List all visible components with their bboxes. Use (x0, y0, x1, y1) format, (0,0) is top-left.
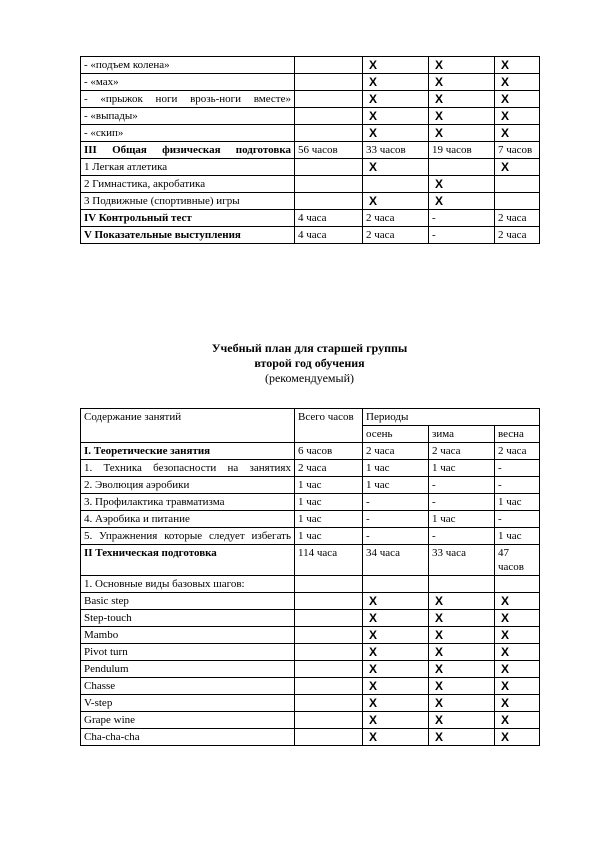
autumn-cell (363, 576, 429, 593)
winter-cell: X (429, 695, 495, 712)
row-label: 5. Упражнения которые следует избегать (81, 528, 295, 545)
winter-cell: 2 часа (429, 443, 495, 460)
total-hours-cell (295, 610, 363, 627)
winter-cell: X (429, 627, 495, 644)
row-label: 3. Профилактика травматизма (81, 494, 295, 511)
winter-cell: - (429, 210, 495, 227)
row-label: V-step (81, 695, 295, 712)
autumn-cell: X (363, 91, 429, 108)
table-row (81, 142, 540, 159)
autumn-cell: X (363, 108, 429, 125)
row-label: Mambo (81, 627, 295, 644)
row-label: - «скип» (81, 125, 295, 142)
total-hours-cell: 4 часа (295, 210, 363, 227)
table-row (81, 678, 540, 695)
winter-cell: X (429, 74, 495, 91)
total-hours-cell (295, 627, 363, 644)
header-total: Всего часов (295, 409, 363, 443)
total-hours-cell: 114 часа (295, 545, 363, 576)
header-winter: зима (429, 426, 495, 443)
winter-cell (429, 159, 495, 176)
spring-cell: 1 час (495, 494, 540, 511)
spring-cell: 7 часов (495, 142, 540, 159)
total-hours-cell: 2 часа (295, 460, 363, 477)
total-hours-cell (295, 176, 363, 193)
total-hours-cell (295, 593, 363, 610)
table-row (81, 576, 540, 593)
table-row (81, 460, 540, 477)
total-hours-cell (295, 193, 363, 210)
header-content: Содержание занятий (81, 409, 295, 443)
spring-cell: X (495, 74, 540, 91)
table-row (81, 661, 540, 678)
total-hours-cell (295, 57, 363, 74)
autumn-cell: X (363, 627, 429, 644)
row-label: 2 Гимнастика, акробатика (81, 176, 295, 193)
row-label: IV Контрольный тест (81, 210, 295, 227)
winter-cell: X (429, 91, 495, 108)
winter-cell (429, 576, 495, 593)
winter-cell: X (429, 661, 495, 678)
autumn-cell: X (363, 74, 429, 91)
spring-cell: X (495, 91, 540, 108)
winter-cell: X (429, 610, 495, 627)
spring-cell: X (495, 627, 540, 644)
spring-cell: X (495, 108, 540, 125)
winter-cell: X (429, 712, 495, 729)
autumn-cell: - (363, 528, 429, 545)
spring-cell: X (495, 125, 540, 142)
winter-cell: - (429, 227, 495, 244)
total-hours-cell (295, 661, 363, 678)
heading-note: (рекомендуемый) (264, 371, 354, 385)
row-label: I. Теоретические занятия (81, 443, 295, 460)
total-hours-cell (295, 125, 363, 142)
total-hours-cell (295, 576, 363, 593)
table-row (81, 593, 540, 610)
table-row (81, 712, 540, 729)
spring-cell: X (495, 661, 540, 678)
spring-cell: 47 часов (495, 545, 540, 576)
heading-title: Учебный план для старшей группы (211, 341, 408, 355)
autumn-cell: 33 часов (363, 142, 429, 159)
row-label: Pivot turn (81, 644, 295, 661)
total-hours-cell: 1 час (295, 477, 363, 494)
winter-cell: 19 часов (429, 142, 495, 159)
table-row (81, 627, 540, 644)
row-label: 2. Эволюция аэробики (81, 477, 295, 494)
autumn-cell (363, 176, 429, 193)
spring-cell: 2 часа (495, 443, 540, 460)
winter-cell: X (429, 678, 495, 695)
table-row (81, 176, 540, 193)
total-hours-cell (295, 729, 363, 746)
table-row (81, 74, 540, 91)
table-row (81, 528, 540, 545)
spring-cell: 1 час (495, 528, 540, 545)
plan-table-senior (80, 408, 540, 746)
winter-cell: X (429, 176, 495, 193)
row-label: - «прыжок ноги врозь-ноги вместе» (81, 91, 295, 108)
row-label: II Техническая подготовка (81, 545, 295, 576)
autumn-cell: X (363, 610, 429, 627)
spring-cell: X (495, 57, 540, 74)
heading-year: второй год обучения (254, 356, 365, 370)
winter-cell: X (429, 193, 495, 210)
total-hours-cell (295, 712, 363, 729)
autumn-cell: 34 часа (363, 545, 429, 576)
table-row (81, 729, 540, 746)
winter-cell: X (429, 108, 495, 125)
table-header-row (81, 409, 540, 426)
winter-cell: X (429, 729, 495, 746)
autumn-cell: - (363, 511, 429, 528)
spring-cell (495, 193, 540, 210)
autumn-cell: 2 часа (363, 443, 429, 460)
autumn-cell: X (363, 193, 429, 210)
winter-cell: - (429, 528, 495, 545)
total-hours-cell: 1 час (295, 511, 363, 528)
header-autumn: осень (363, 426, 429, 443)
row-label: III Общая физическая подготовка (81, 142, 295, 159)
row-label: Cha-cha-cha (81, 729, 295, 746)
spring-cell: X (495, 593, 540, 610)
table-row (81, 644, 540, 661)
table-row (81, 227, 540, 244)
row-label: - «мах» (81, 74, 295, 91)
spring-cell: X (495, 712, 540, 729)
autumn-cell: X (363, 661, 429, 678)
autumn-cell: X (363, 729, 429, 746)
table-row (81, 477, 540, 494)
total-hours-cell (295, 159, 363, 176)
autumn-cell: 2 часа (363, 227, 429, 244)
total-hours-cell (295, 108, 363, 125)
header-spring: весна (495, 426, 540, 443)
row-label: - «выпады» (81, 108, 295, 125)
table-row (81, 125, 540, 142)
table-row (81, 210, 540, 227)
spring-cell: X (495, 159, 540, 176)
autumn-cell: 1 час (363, 460, 429, 477)
spring-cell: - (495, 460, 540, 477)
table-row (81, 511, 540, 528)
autumn-cell: 1 час (363, 477, 429, 494)
total-hours-cell (295, 644, 363, 661)
autumn-cell: X (363, 644, 429, 661)
winter-cell: X (429, 644, 495, 661)
row-label: 4. Аэробика и питание (81, 511, 295, 528)
total-hours-cell (295, 91, 363, 108)
table-row (81, 545, 540, 576)
spring-cell: 2 часа (495, 210, 540, 227)
row-label: 1. Техника безопасности на занятиях (81, 460, 295, 477)
autumn-cell: X (363, 712, 429, 729)
total-hours-cell (295, 695, 363, 712)
row-label: V Показательные выступления (81, 227, 295, 244)
table-row (81, 193, 540, 210)
row-label: 3 Подвижные (спортивные) игры (81, 193, 295, 210)
total-hours-cell: 4 часа (295, 227, 363, 244)
table-row (81, 443, 540, 460)
total-hours-cell (295, 678, 363, 695)
row-label: Chasse (81, 678, 295, 695)
autumn-cell: X (363, 159, 429, 176)
table-row (81, 57, 540, 74)
spring-cell: X (495, 695, 540, 712)
spring-cell: - (495, 511, 540, 528)
spring-cell: X (495, 610, 540, 627)
autumn-cell: X (363, 695, 429, 712)
autumn-cell: X (363, 593, 429, 610)
row-label: Step-touch (81, 610, 295, 627)
winter-cell: X (429, 125, 495, 142)
winter-cell: 1 час (429, 511, 495, 528)
total-hours-cell (295, 74, 363, 91)
winter-cell: 1 час (429, 460, 495, 477)
spring-cell (495, 576, 540, 593)
table-row (81, 494, 540, 511)
total-hours-cell: 6 часов (295, 443, 363, 460)
table-row (81, 108, 540, 125)
spring-cell: 2 часа (495, 227, 540, 244)
row-label: Pendulum (81, 661, 295, 678)
autumn-cell: X (363, 57, 429, 74)
winter-cell: - (429, 494, 495, 511)
winter-cell: X (429, 593, 495, 610)
winter-cell: X (429, 57, 495, 74)
winter-cell: - (429, 477, 495, 494)
spring-cell (495, 176, 540, 193)
total-hours-cell: 56 часов (295, 142, 363, 159)
table-row (81, 695, 540, 712)
spring-cell: X (495, 729, 540, 746)
table-row (81, 91, 540, 108)
plan-table-continued (80, 56, 540, 244)
spring-cell: X (495, 678, 540, 695)
plan-heading (80, 341, 539, 386)
table-row (81, 610, 540, 627)
row-label: - «подъем колена» (81, 57, 295, 74)
total-hours-cell: 1 час (295, 494, 363, 511)
row-label: 1 Легкая атлетика (81, 159, 295, 176)
row-label: Grape wine (81, 712, 295, 729)
header-periods: Периоды (363, 409, 540, 426)
autumn-cell: X (363, 125, 429, 142)
winter-cell: 33 часа (429, 545, 495, 576)
table-row (81, 159, 540, 176)
autumn-cell: - (363, 494, 429, 511)
spring-cell: - (495, 477, 540, 494)
row-label: 1. Основные виды базовых шагов: (81, 576, 295, 593)
row-label: Basic step (81, 593, 295, 610)
total-hours-cell: 1 час (295, 528, 363, 545)
autumn-cell: X (363, 678, 429, 695)
autumn-cell: 2 часа (363, 210, 429, 227)
spring-cell: X (495, 644, 540, 661)
